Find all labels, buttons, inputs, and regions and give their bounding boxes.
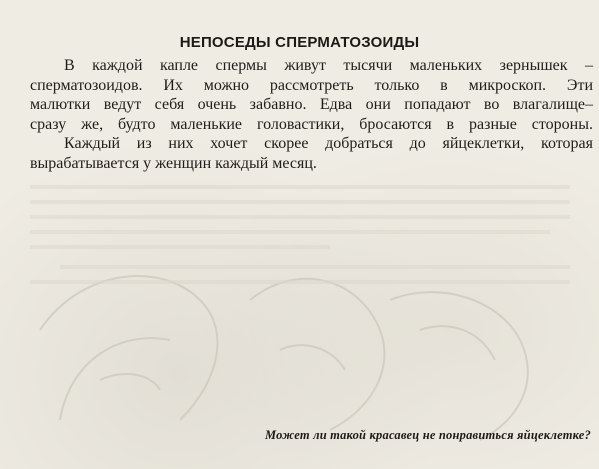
paragraph (30, 134, 593, 173)
illustration-caption: Может ли такой красавец не понравиться яйцеклетке? (265, 428, 591, 442)
body-text (30, 56, 593, 173)
section-title: НЕПОСЕДЫ СПЕРМАТОЗОИДЫ (179, 34, 420, 51)
text-line: сразу же, будто маленькие головастики, бросаются в разные стороны. (30, 115, 593, 133)
paragraph (30, 56, 593, 134)
text-line: сперматозоидов. Их можно рассмотреть только в микроскоп. Эти (30, 76, 593, 94)
text-line: В каждой капле спермы живут тысячи маленьких зернышек – (64, 57, 593, 74)
text-line: малютки ведут себя очень забавно. Едва они попадают во влагалище– (30, 96, 593, 113)
text-line: Каждый из них хочет скорее добраться до яйцеклетки, которая (64, 135, 593, 152)
text-line: вырабатывается у женщин каждый месяц. (30, 154, 317, 172)
